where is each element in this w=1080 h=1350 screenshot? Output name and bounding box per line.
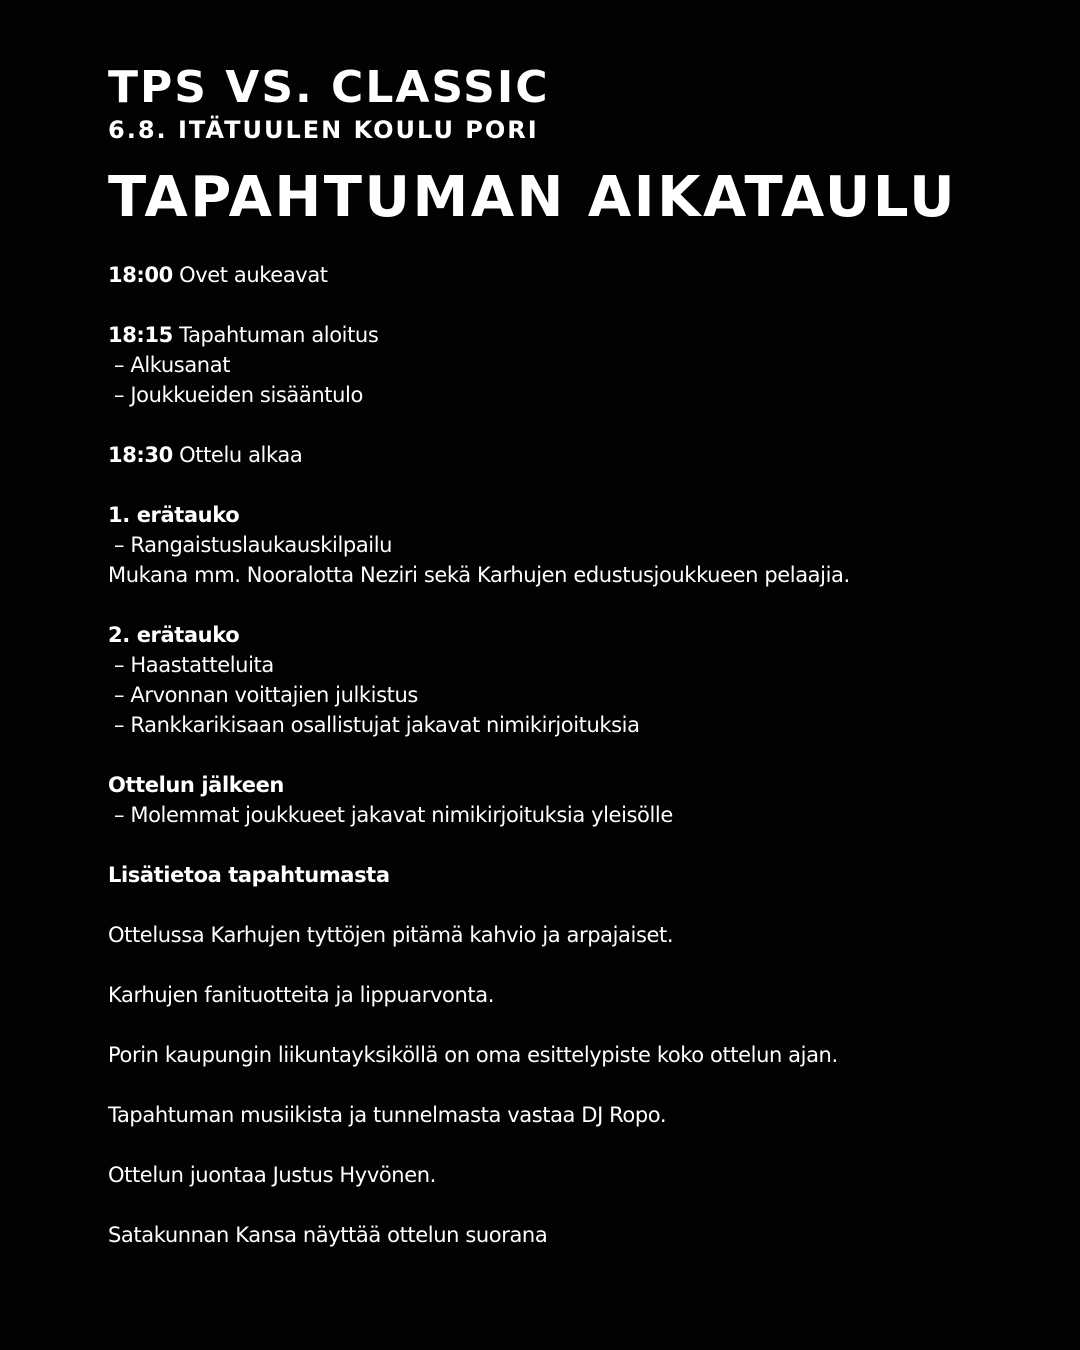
schedule-doors <box>108 260 850 290</box>
schedule-start <box>108 320 850 350</box>
list-item: – Joukkueiden sisääntulo <box>114 383 363 407</box>
info-paragraph: Porin kaupungin liikuntayksiköllä on oma esittelypiste koko ottelun ajan. <box>108 1043 838 1067</box>
schedule-text: Ovet aukeavat <box>172 263 328 287</box>
info-paragraph: Ottelun juontaa Justus Hyvönen. <box>108 1163 436 1187</box>
break1-title: 1. erätauko <box>108 503 240 527</box>
schedule-heading: TAPAHTUMAN AIKATAULU <box>108 165 958 230</box>
info-paragraph: Tapahtuman musiikista ja tunnelmasta vastaa DJ Ropo. <box>108 1103 667 1127</box>
info-paragraph: Karhujen fanituotteita ja lippuarvonta. <box>108 983 494 1007</box>
time-label: 18:30 <box>108 443 173 467</box>
list-item: – Arvonnan voittajien julkistus <box>114 683 418 707</box>
list-item: – Alkusanat <box>114 353 231 377</box>
event-date-location: 6.8. ITÄTUULEN KOULU PORI <box>108 116 539 144</box>
break2-title: 2. erätauko <box>108 623 240 647</box>
break1-note: Mukana mm. Nooralotta Neziri sekä Karhujen edustusjoukkueen pelaajia. <box>108 563 850 587</box>
info-title: Lisätietoa tapahtumasta <box>108 863 390 887</box>
schedule-text: Tapahtuman aloitus <box>172 323 379 347</box>
after-match-title: Ottelun jälkeen <box>108 773 284 797</box>
list-item: – Rangaistuslaukauskilpailu <box>114 533 393 557</box>
event-title: TPS VS. CLASSIC <box>108 62 550 113</box>
info-paragraph: Satakunnan Kansa näyttää ottelun suorana <box>108 1223 548 1247</box>
schedule-match <box>108 440 850 470</box>
schedule-text: Ottelu alkaa <box>172 443 303 467</box>
info-paragraph: Ottelussa Karhujen tyttöjen pitämä kahvio ja arpajaiset. <box>108 923 674 947</box>
schedule-body <box>108 260 850 1250</box>
time-label: 18:00 <box>108 263 173 287</box>
time-label: 18:15 <box>108 323 173 347</box>
list-item: – Haastatteluita <box>114 653 274 677</box>
list-item: – Molemmat joukkueet jakavat nimikirjoituksia yleisölle <box>114 803 673 827</box>
list-item: – Rankkarikisaan osallistujat jakavat nimikirjoituksia <box>114 713 640 737</box>
